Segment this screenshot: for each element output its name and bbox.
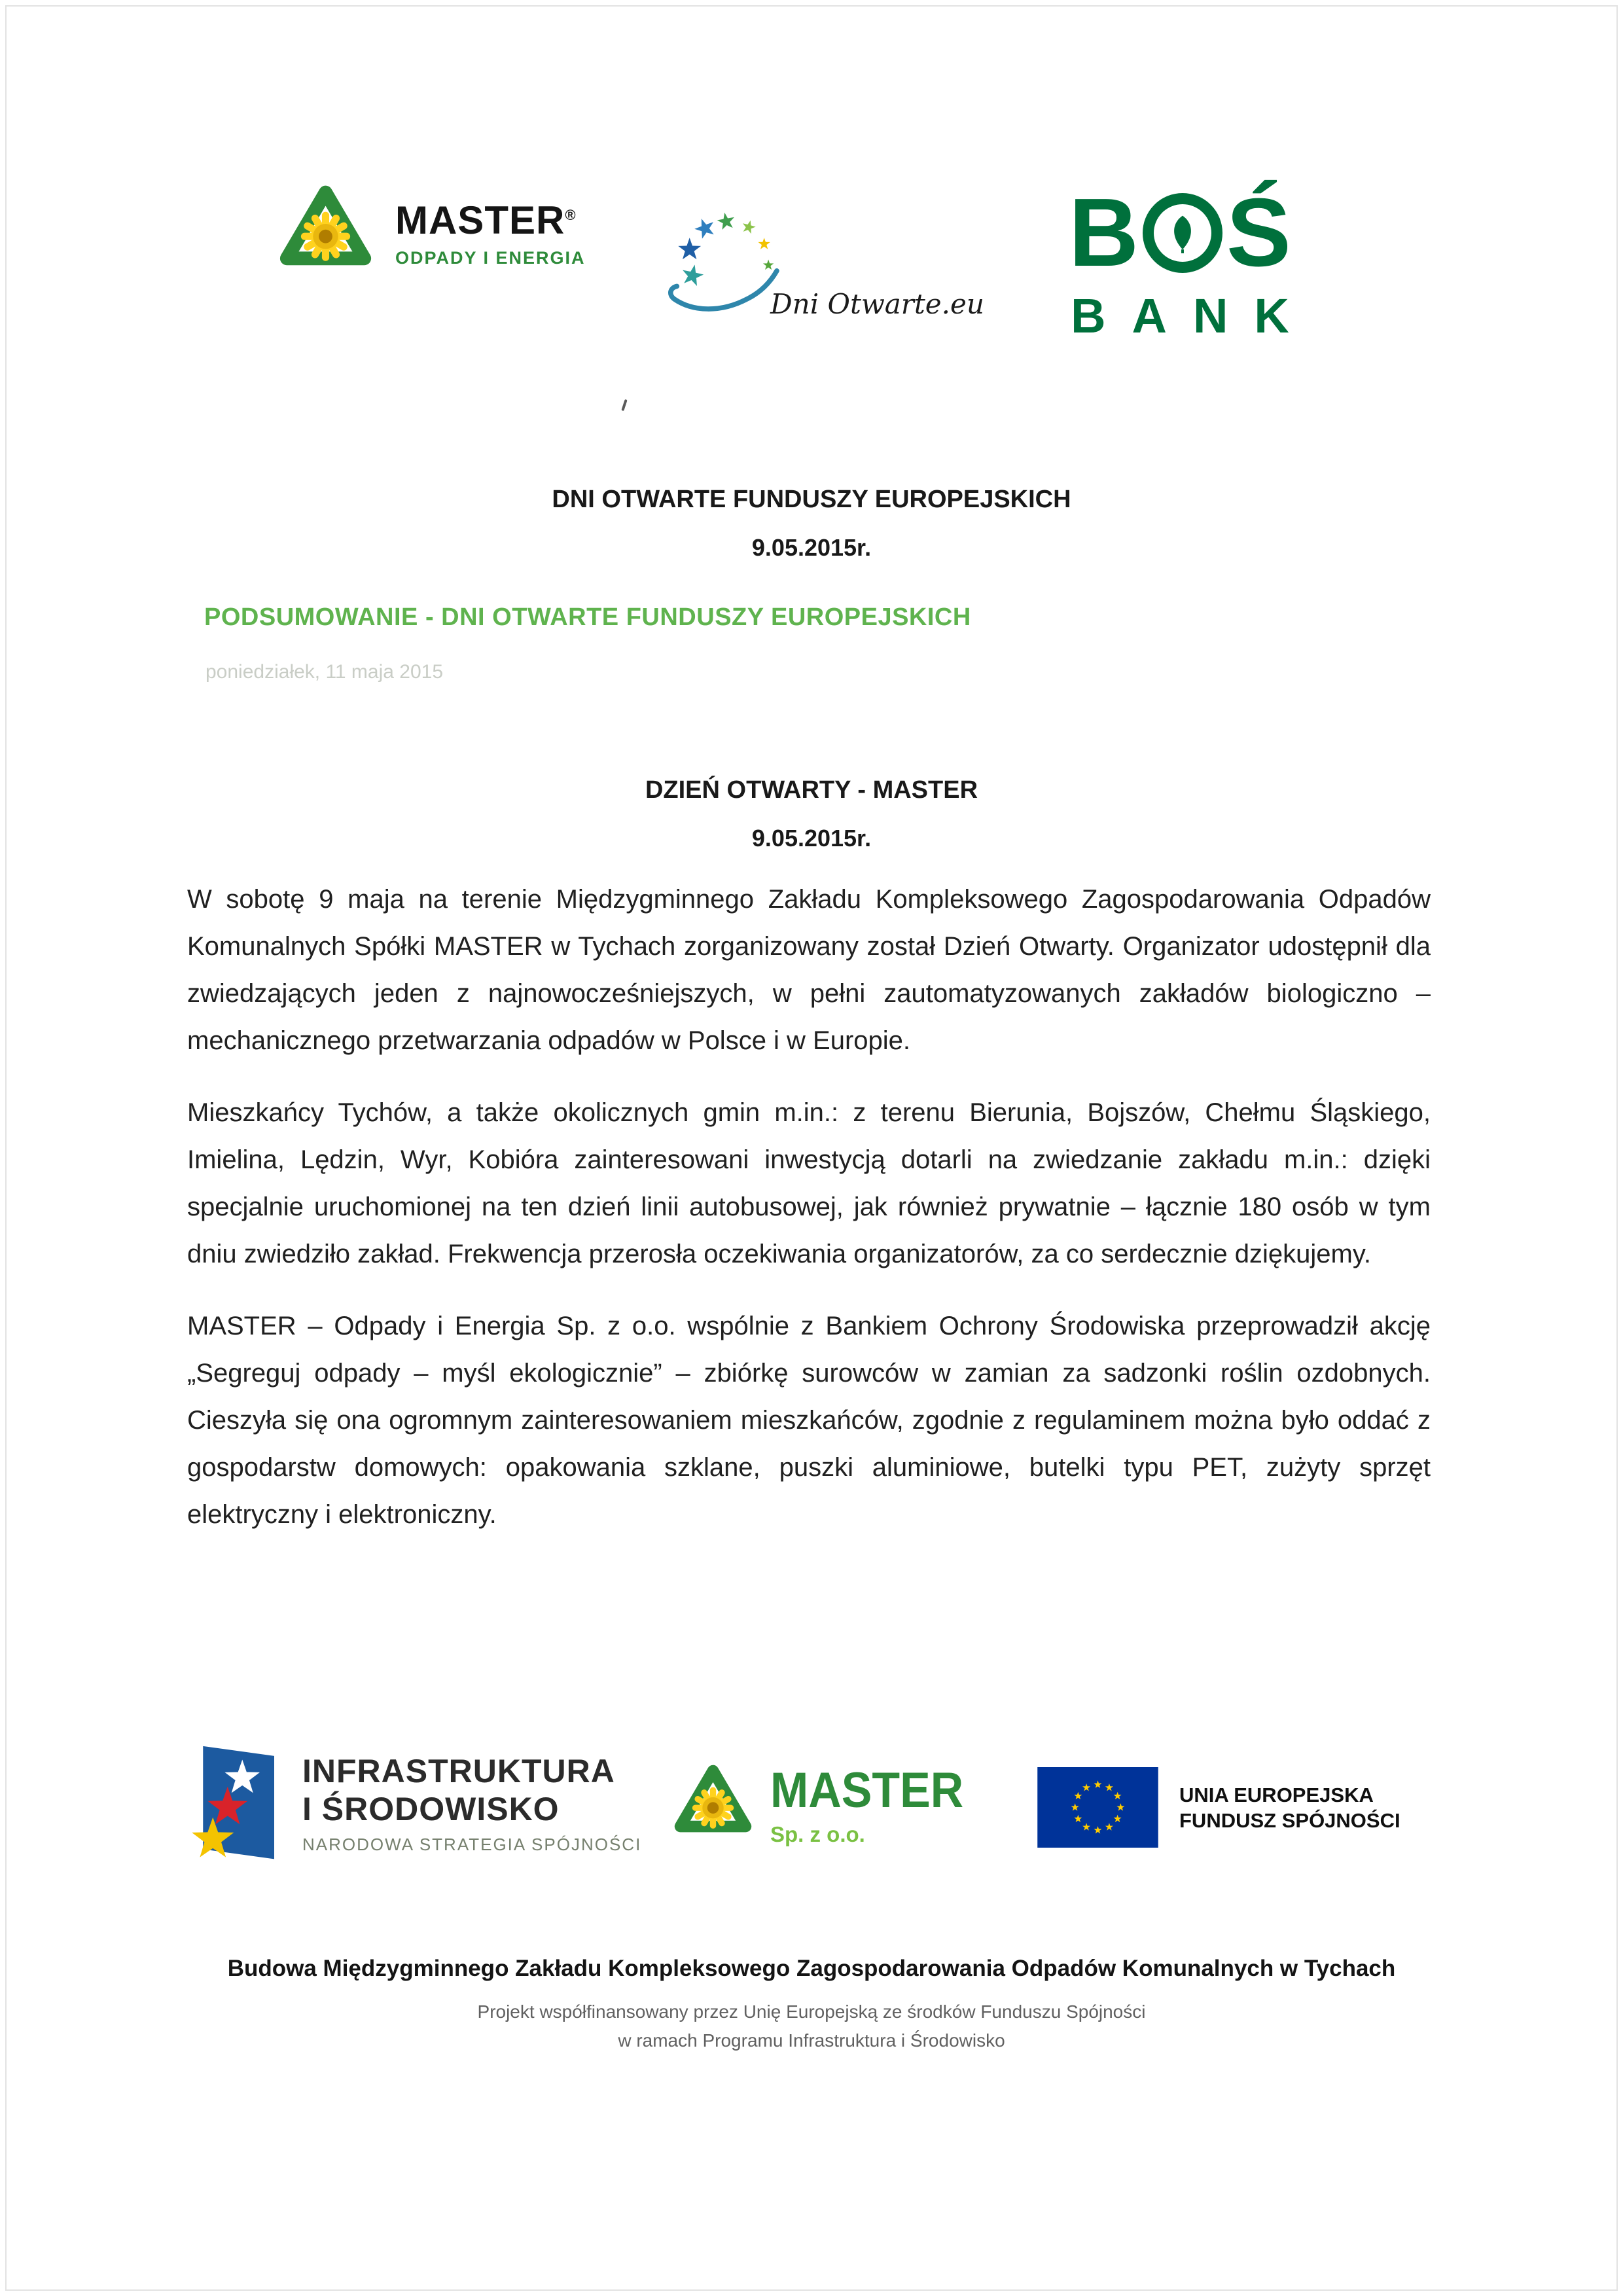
master-footer-text [770,1762,980,1847]
paragraph-2: Mieszkańcy Tychów, a także okolicznych gmin m.in.: z terenu Bierunia, Bojszów, Chełmu Śląskiego, Imielina, Lędzin, Wyr, Kobióra zainteresowani inwestycją dotarli na zwiedzanie zakładu m.in.: dzięki specjalnie uruchomionej na ten dzień linii autobusowej, jak również prywatnie – łącznie 180 osób w tym dniu zwiedziło zakład. Frekwencja przerosła oczekiwania organizatorów, za co serdecznie dziękujemy. [187,1098,1431,1268]
eu-flag-logo [1037,1767,1400,1848]
master-footer-wordmark: MASTER [770,1762,964,1818]
dni-otwarte-logo [664,208,991,349]
bos-letters [1065,179,1294,287]
bos-bank-word: BANK [1071,289,1315,343]
bos-bank-logo [1065,179,1315,343]
summary-heading: PODSUMOWANIE - DNI OTWARTE FUNDUSZY EUROPEJSKICH [204,603,971,631]
summary-subdate: poniedziałek, 11 maja 2015 [205,661,444,683]
bos-leaf-icon [1143,193,1222,273]
footer-project-title: Budowa Międzygminnego Zakładu Kompleksowego Zagospodarowania Odpadów Komunalnych w Tychach [227,1956,1396,1981]
eu-line1: UNIA EUROPEJSKA [1179,1783,1374,1806]
registered-mark: ® [565,206,577,223]
document-date: 9.05.2015r. [751,534,872,561]
master-logo-text [395,198,586,268]
recycle-sunflower-icon [669,1762,757,1850]
eu-flag-icon [1037,1767,1158,1848]
infra-line3: NARODOWA STRATEGIA SPÓJNOŚCI [302,1834,642,1854]
master-wordmark: MASTER [395,198,565,242]
bos-letter-b: B [1069,179,1139,287]
document-title: DNI OTWARTE FUNDUSZY EUROPEJSKICH [552,486,1071,513]
dni-otwarte-wordmark: Dni Otwarte.eu [770,288,984,320]
scan-artifact-mark [621,399,627,411]
eu-line2: FUNDUSZ SPÓJNOŚCI [1179,1808,1400,1832]
nss-stars-flag-icon [186,1738,284,1869]
master-odpady-energia-logo [272,182,586,287]
section-heading: DZIEŃ OTWARTY - MASTER [645,776,978,804]
eu-logo-text [1179,1782,1400,1833]
document-body [187,876,1431,1563]
master-footer-logo [669,1762,980,1850]
footer-cofinance-line: Projekt współfinansowany przez Unię Europejską ze środków Funduszu Spójności [477,2001,1146,2022]
infrastruktura-srodowisko-logo [186,1738,641,1869]
section-date: 9.05.2015r. [751,825,872,852]
footer-program-line: w ramach Programu Infrastruktura i Środowisko [618,2030,1005,2051]
leaf-icon [1161,211,1204,255]
master-footer-subtitle: Sp. z o.o. [770,1821,865,1846]
infra-line1: INFRASTRUKTURA [302,1752,615,1789]
infra-line2: I ŚRODOWISKO [302,1790,560,1827]
footer-text-block [0,1956,1623,2055]
infra-logo-text [302,1752,641,1855]
master-logo-name [395,198,586,242]
recycle-sunflower-icon [272,182,380,287]
paragraph-3: MASTER – Odpady i Energia Sp. z o.o. wspólnie z Bankiem Ochrony Środowiska przeprowadził akcję „Segreguj odpady – myśl ekologicznie” – zbiórkę surowców w zamian za sadzonki roślin ozdobnych. Cieszyła się ona ogromnym zainteresowaniem mieszkańców, zgodnie z regulaminem można było oddać z gospodarstw domowych: opakowania szklane, puszki aluminiowe, butelki typu PET, zużyty sprzęt elektryczny i elektroniczny. [187,1312,1431,1529]
bos-letter-s: Ś [1226,179,1291,287]
paragraph-1: W sobotę 9 maja na terenie Międzygminnego Zakładu Kompleksowego Zagospodarowania Odpadów Komunalnych Spółki MASTER w Tychach zorganizowany został Dzień Otwarty. Organizator udostępnił dla zwiedzających jeden z najnowocześniejszych, w pełni zautomatyzowanych zakładów biologiczno – mechanicznego przetwarzania odpadów w Polsce i w Europie. [187,885,1431,1055]
master-logo-subtitle: ODPADY I ENERGIA [395,247,586,268]
